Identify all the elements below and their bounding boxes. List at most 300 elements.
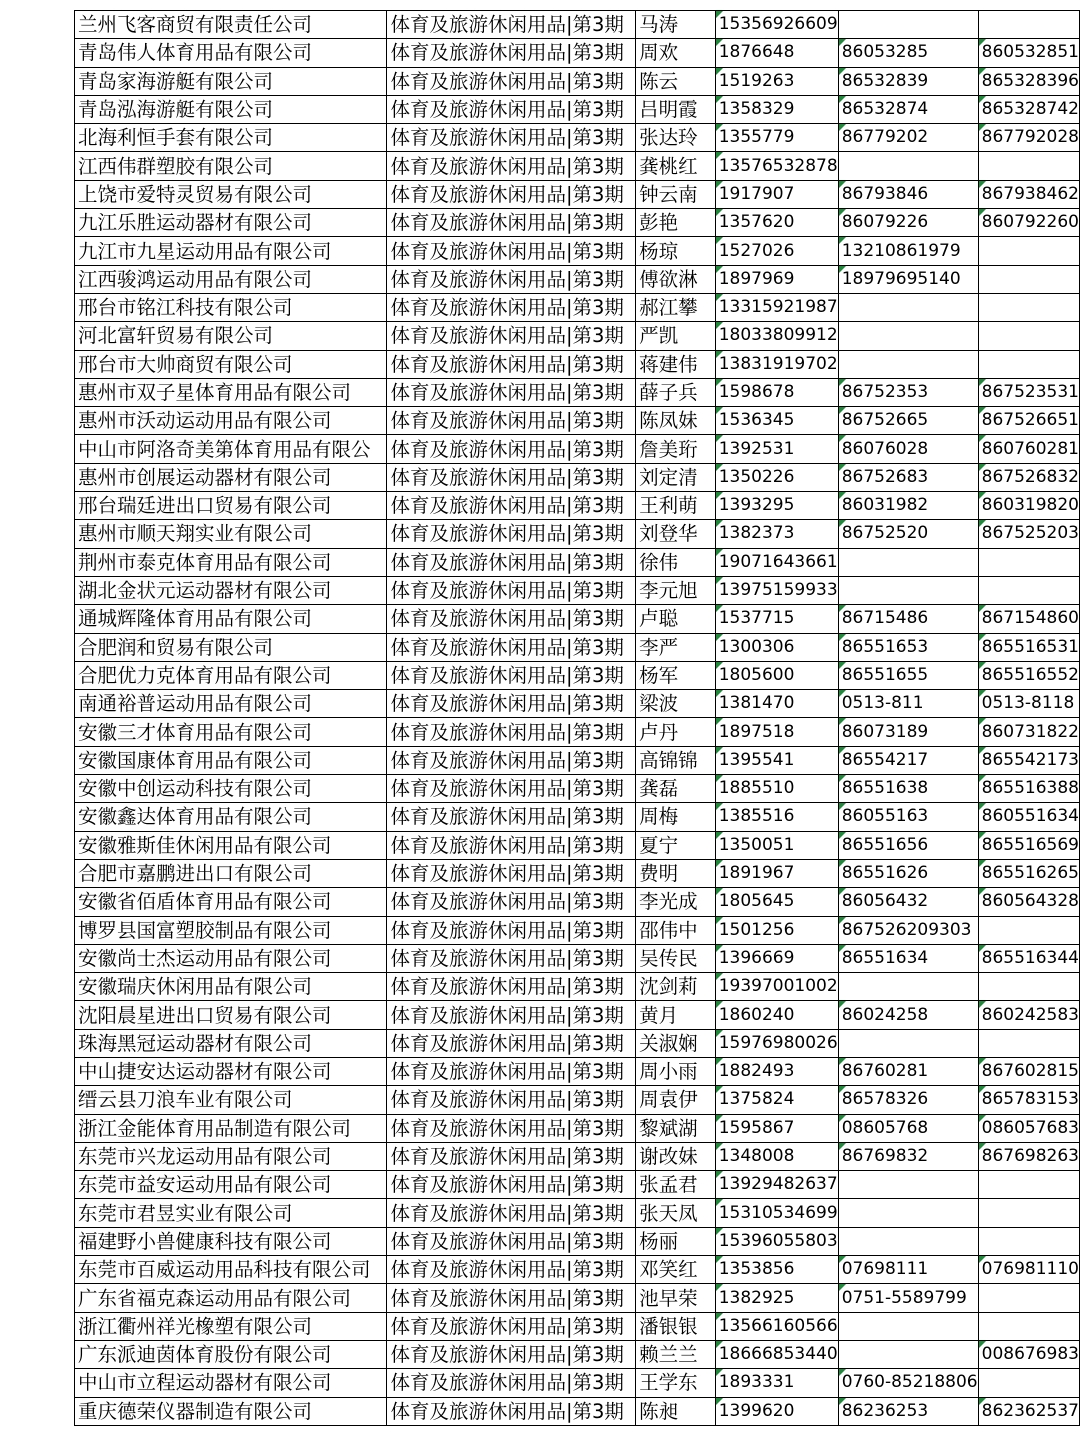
phone-cell[interactable]: 15356926609 — [715, 11, 838, 39]
contact-name-cell[interactable]: 卢聪 — [636, 605, 716, 633]
phone2-cell[interactable]: 86554217 — [838, 746, 978, 774]
phone2-cell[interactable]: 86769832 — [838, 1142, 978, 1170]
phone3-cell[interactable] — [978, 1284, 1079, 1312]
phone-cell[interactable]: 15310534699 — [715, 1199, 838, 1227]
phone2-cell[interactable] — [838, 350, 978, 378]
phone3-cell[interactable]: 860532851 — [978, 39, 1079, 67]
phone2-cell[interactable] — [838, 152, 978, 180]
phone3-cell[interactable]: 867526651 — [978, 407, 1079, 435]
phone2-cell[interactable]: 86056432 — [838, 888, 978, 916]
phone-cell[interactable]: 1381470 — [715, 690, 838, 718]
contact-name-cell[interactable]: 龚磊 — [636, 775, 716, 803]
company-cell[interactable]: 青岛泓海游艇有限公司 — [75, 95, 387, 123]
phone-cell[interactable]: 1537715 — [715, 605, 838, 633]
phone3-cell[interactable] — [978, 265, 1079, 293]
phone3-cell[interactable]: 867938462 — [978, 180, 1079, 208]
phone2-cell[interactable]: 86793846 — [838, 180, 978, 208]
phone-cell[interactable]: 1385516 — [715, 803, 838, 831]
phone-cell[interactable]: 1300306 — [715, 633, 838, 661]
phone-cell[interactable]: 1393295 — [715, 492, 838, 520]
category-cell[interactable]: 体育及旅游休闲用品|第3期 — [387, 407, 636, 435]
category-cell[interactable]: 体育及旅游休闲用品|第3期 — [387, 718, 636, 746]
phone3-cell[interactable] — [978, 1171, 1079, 1199]
category-cell[interactable]: 体育及旅游休闲用品|第3期 — [387, 1312, 636, 1340]
phone3-cell[interactable] — [978, 916, 1079, 944]
phone3-cell[interactable] — [978, 152, 1079, 180]
category-cell[interactable]: 体育及旅游休闲用品|第3期 — [387, 322, 636, 350]
phone-cell[interactable]: 1893331 — [715, 1369, 838, 1397]
phone-cell[interactable]: 1885510 — [715, 775, 838, 803]
phone2-cell[interactable]: 86079226 — [838, 209, 978, 237]
contact-name-cell[interactable]: 龚桃红 — [636, 152, 716, 180]
category-cell[interactable]: 体育及旅游休闲用品|第3期 — [387, 492, 636, 520]
company-cell[interactable]: 江西骏鸿运动用品有限公司 — [75, 265, 387, 293]
phone3-cell[interactable] — [978, 237, 1079, 265]
category-cell[interactable]: 体育及旅游休闲用品|第3期 — [387, 1142, 636, 1170]
company-cell[interactable]: 安徽尚士杰运动用品有限公司 — [75, 944, 387, 972]
phone2-cell[interactable]: 0751-5589799 — [838, 1284, 978, 1312]
category-cell[interactable]: 体育及旅游休闲用品|第3期 — [387, 1369, 636, 1397]
contact-name-cell[interactable]: 高锦锦 — [636, 746, 716, 774]
phone2-cell[interactable]: 86752353 — [838, 378, 978, 406]
phone3-cell[interactable]: 865783153 — [978, 1086, 1079, 1114]
phone2-cell[interactable]: 0513-811 — [838, 690, 978, 718]
contact-name-cell[interactable]: 刘定清 — [636, 463, 716, 491]
contact-name-cell[interactable]: 李光成 — [636, 888, 716, 916]
category-cell[interactable]: 体育及旅游休闲用品|第3期 — [387, 661, 636, 689]
phone2-cell[interactable] — [838, 1227, 978, 1255]
contact-name-cell[interactable]: 周欢 — [636, 39, 716, 67]
phone3-cell[interactable]: 865516569 — [978, 831, 1079, 859]
contact-name-cell[interactable]: 张孟君 — [636, 1171, 716, 1199]
contact-name-cell[interactable]: 李元旭 — [636, 576, 716, 604]
category-cell[interactable]: 体育及旅游休闲用品|第3期 — [387, 633, 636, 661]
phone2-cell[interactable]: 86578326 — [838, 1086, 978, 1114]
phone3-cell[interactable] — [978, 576, 1079, 604]
phone2-cell[interactable] — [838, 576, 978, 604]
category-cell[interactable]: 体育及旅游休闲用品|第3期 — [387, 520, 636, 548]
category-cell[interactable]: 体育及旅游休闲用品|第3期 — [387, 1114, 636, 1142]
contact-name-cell[interactable]: 薛子兵 — [636, 378, 716, 406]
phone3-cell[interactable]: 867523531 — [978, 378, 1079, 406]
phone-cell[interactable]: 1860240 — [715, 1001, 838, 1029]
contact-name-cell[interactable]: 陈凤妹 — [636, 407, 716, 435]
phone-cell[interactable]: 1897518 — [715, 718, 838, 746]
phone3-cell[interactable] — [978, 11, 1079, 39]
company-cell[interactable]: 兰州飞客商贸有限责任公司 — [75, 11, 387, 39]
category-cell[interactable]: 体育及旅游休闲用品|第3期 — [387, 916, 636, 944]
category-cell[interactable]: 体育及旅游休闲用品|第3期 — [387, 690, 636, 718]
contact-name-cell[interactable]: 潘银银 — [636, 1312, 716, 1340]
category-cell[interactable]: 体育及旅游休闲用品|第3期 — [387, 803, 636, 831]
phone2-cell[interactable] — [838, 11, 978, 39]
category-cell[interactable]: 体育及旅游休闲用品|第3期 — [387, 1029, 636, 1057]
phone-cell[interactable]: 1882493 — [715, 1057, 838, 1085]
phone-cell[interactable]: 1355779 — [715, 124, 838, 152]
phone2-cell[interactable]: 86752665 — [838, 407, 978, 435]
company-cell[interactable]: 博罗县国富塑胶制品有限公司 — [75, 916, 387, 944]
phone3-cell[interactable]: 865516265 — [978, 859, 1079, 887]
phone2-cell[interactable] — [838, 548, 978, 576]
company-cell[interactable]: 上饶市爱特灵贸易有限公司 — [75, 180, 387, 208]
company-cell[interactable]: 惠州市顺天翔实业有限公司 — [75, 520, 387, 548]
contact-name-cell[interactable]: 郝江攀 — [636, 293, 716, 321]
contact-name-cell[interactable]: 王学东 — [636, 1369, 716, 1397]
phone3-cell[interactable] — [978, 322, 1079, 350]
company-cell[interactable]: 青岛伟人体育用品有限公司 — [75, 39, 387, 67]
category-cell[interactable]: 体育及旅游休闲用品|第3期 — [387, 237, 636, 265]
company-cell[interactable]: 中山市立程运动器材有限公司 — [75, 1369, 387, 1397]
phone-cell[interactable]: 1917907 — [715, 180, 838, 208]
phone2-cell[interactable]: 86532839 — [838, 67, 978, 95]
phone2-cell[interactable]: 86053285 — [838, 39, 978, 67]
phone3-cell[interactable] — [978, 548, 1079, 576]
phone2-cell[interactable]: 07698111 — [838, 1256, 978, 1284]
phone2-cell[interactable] — [838, 1340, 978, 1368]
phone-cell[interactable]: 1382373 — [715, 520, 838, 548]
company-cell[interactable]: 安徽瑞庆休闲用品有限公司 — [75, 973, 387, 1001]
category-cell[interactable]: 体育及旅游休闲用品|第3期 — [387, 746, 636, 774]
contact-name-cell[interactable]: 傅欲淋 — [636, 265, 716, 293]
company-cell[interactable]: 东莞市百威运动用品科技有限公司 — [75, 1256, 387, 1284]
company-cell[interactable]: 浙江金能体育用品制造有限公司 — [75, 1114, 387, 1142]
contact-name-cell[interactable]: 梁波 — [636, 690, 716, 718]
company-cell[interactable]: 中山捷安达运动器材有限公司 — [75, 1057, 387, 1085]
contact-name-cell[interactable]: 钟云南 — [636, 180, 716, 208]
company-cell[interactable]: 惠州市创展运动器材有限公司 — [75, 463, 387, 491]
contact-name-cell[interactable]: 邵伟中 — [636, 916, 716, 944]
contact-name-cell[interactable]: 池早荣 — [636, 1284, 716, 1312]
phone-cell[interactable]: 1876648 — [715, 39, 838, 67]
phone2-cell[interactable]: 86551656 — [838, 831, 978, 859]
category-cell[interactable]: 体育及旅游休闲用品|第3期 — [387, 209, 636, 237]
contact-name-cell[interactable]: 彭艳 — [636, 209, 716, 237]
company-cell[interactable]: 合肥润和贸易有限公司 — [75, 633, 387, 661]
company-cell[interactable]: 安徽中创运动科技有限公司 — [75, 775, 387, 803]
company-cell[interactable]: 邢台市铭江科技有限公司 — [75, 293, 387, 321]
phone2-cell[interactable] — [838, 293, 978, 321]
category-cell[interactable]: 体育及旅游休闲用品|第3期 — [387, 152, 636, 180]
company-cell[interactable]: 珠海黑冠运动器材有限公司 — [75, 1029, 387, 1057]
phone3-cell[interactable] — [978, 1029, 1079, 1057]
phone-cell[interactable]: 13315921987 — [715, 293, 838, 321]
phone2-cell[interactable]: 86551655 — [838, 661, 978, 689]
contact-name-cell[interactable]: 陈云 — [636, 67, 716, 95]
phone-cell[interactable]: 1375824 — [715, 1086, 838, 1114]
category-cell[interactable]: 体育及旅游休闲用品|第3期 — [387, 944, 636, 972]
category-cell[interactable]: 体育及旅游休闲用品|第3期 — [387, 124, 636, 152]
company-cell[interactable]: 福建野小兽健康科技有限公司 — [75, 1227, 387, 1255]
phone-cell[interactable]: 13929482637 — [715, 1171, 838, 1199]
phone-cell[interactable]: 15396055803 — [715, 1227, 838, 1255]
contact-name-cell[interactable]: 杨军 — [636, 661, 716, 689]
phone2-cell[interactable]: 0760-85218806 — [838, 1369, 978, 1397]
company-cell[interactable]: 邢台市大帅商贸有限公司 — [75, 350, 387, 378]
phone-cell[interactable]: 15976980026 — [715, 1029, 838, 1057]
company-cell[interactable]: 合肥优力克体育用品有限公司 — [75, 661, 387, 689]
category-cell[interactable]: 体育及旅游休闲用品|第3期 — [387, 1199, 636, 1227]
phone3-cell[interactable]: 860242583 — [978, 1001, 1079, 1029]
phone-cell[interactable]: 18666853440 — [715, 1340, 838, 1368]
category-cell[interactable]: 体育及旅游休闲用品|第3期 — [387, 1086, 636, 1114]
phone2-cell[interactable]: 86055163 — [838, 803, 978, 831]
contact-name-cell[interactable]: 吴传民 — [636, 944, 716, 972]
phone-cell[interactable]: 1595867 — [715, 1114, 838, 1142]
phone3-cell[interactable] — [978, 1369, 1079, 1397]
phone2-cell[interactable] — [838, 322, 978, 350]
category-cell[interactable]: 体育及旅游休闲用品|第3期 — [387, 1227, 636, 1255]
phone3-cell[interactable]: 865516552 — [978, 661, 1079, 689]
phone2-cell[interactable]: 08605768 — [838, 1114, 978, 1142]
category-cell[interactable]: 体育及旅游休闲用品|第3期 — [387, 605, 636, 633]
company-cell[interactable]: 合肥市嘉鹏进出口有限公司 — [75, 859, 387, 887]
phone3-cell[interactable]: 867154860 — [978, 605, 1079, 633]
company-cell[interactable]: 九江乐胜运动器材有限公司 — [75, 209, 387, 237]
category-cell[interactable]: 体育及旅游休闲用品|第3期 — [387, 1256, 636, 1284]
phone3-cell[interactable]: 865516388 — [978, 775, 1079, 803]
phone-cell[interactable]: 1358329 — [715, 95, 838, 123]
phone-cell[interactable]: 13576532878 — [715, 152, 838, 180]
phone3-cell[interactable]: 865516344 — [978, 944, 1079, 972]
phone-cell[interactable]: 1350226 — [715, 463, 838, 491]
contact-name-cell[interactable]: 詹美珩 — [636, 435, 716, 463]
company-cell[interactable]: 沈阳晨星进出口贸易有限公司 — [75, 1001, 387, 1029]
phone2-cell[interactable]: 86024258 — [838, 1001, 978, 1029]
phone-cell[interactable]: 13831919702 — [715, 350, 838, 378]
contact-name-cell[interactable]: 张达玲 — [636, 124, 716, 152]
contact-name-cell[interactable]: 杨琼 — [636, 237, 716, 265]
company-cell[interactable]: 缙云县刀浪车业有限公司 — [75, 1086, 387, 1114]
phone-cell[interactable]: 1353856 — [715, 1256, 838, 1284]
contact-name-cell[interactable]: 卢丹 — [636, 718, 716, 746]
phone2-cell[interactable]: 86551638 — [838, 775, 978, 803]
category-cell[interactable]: 体育及旅游休闲用品|第3期 — [387, 1057, 636, 1085]
phone-cell[interactable]: 1350051 — [715, 831, 838, 859]
contact-name-cell[interactable]: 蒋建伟 — [636, 350, 716, 378]
phone2-cell[interactable] — [838, 1199, 978, 1227]
category-cell[interactable]: 体育及旅游休闲用品|第3期 — [387, 435, 636, 463]
phone-cell[interactable]: 1392531 — [715, 435, 838, 463]
phone-cell[interactable]: 18033809912 — [715, 322, 838, 350]
phone-cell[interactable]: 1527026 — [715, 237, 838, 265]
category-cell[interactable]: 体育及旅游休闲用品|第3期 — [387, 463, 636, 491]
contact-name-cell[interactable]: 谢改妹 — [636, 1142, 716, 1170]
phone-cell[interactable]: 1598678 — [715, 378, 838, 406]
phone3-cell[interactable] — [978, 350, 1079, 378]
contact-name-cell[interactable]: 黎斌湖 — [636, 1114, 716, 1142]
phone-cell[interactable]: 1399620 — [715, 1397, 838, 1425]
phone2-cell[interactable]: 86551634 — [838, 944, 978, 972]
category-cell[interactable]: 体育及旅游休闲用品|第3期 — [387, 67, 636, 95]
phone3-cell[interactable] — [978, 973, 1079, 1001]
category-cell[interactable]: 体育及旅游休闲用品|第3期 — [387, 265, 636, 293]
phone3-cell[interactable]: 865328396 — [978, 67, 1079, 95]
phone2-cell[interactable]: 86031982 — [838, 492, 978, 520]
phone3-cell[interactable] — [978, 1227, 1079, 1255]
phone2-cell[interactable] — [838, 1312, 978, 1340]
company-cell[interactable]: 安徽雅斯佳休闲用品有限公司 — [75, 831, 387, 859]
phone-cell[interactable]: 1395541 — [715, 746, 838, 774]
company-cell[interactable]: 惠州市沃动运动用品有限公司 — [75, 407, 387, 435]
phone3-cell[interactable]: 862362537 — [978, 1397, 1079, 1425]
phone-cell[interactable]: 19071643661 — [715, 548, 838, 576]
category-cell[interactable]: 体育及旅游休闲用品|第3期 — [387, 973, 636, 1001]
phone2-cell[interactable]: 86073189 — [838, 718, 978, 746]
category-cell[interactable]: 体育及旅游休闲用品|第3期 — [387, 180, 636, 208]
company-cell[interactable]: 安徽省佰盾体育用品有限公司 — [75, 888, 387, 916]
phone-cell[interactable]: 1891967 — [715, 859, 838, 887]
company-cell[interactable]: 荆州市泰克体育用品有限公司 — [75, 548, 387, 576]
contact-name-cell[interactable]: 严凯 — [636, 322, 716, 350]
company-cell[interactable]: 东莞市兴龙运动用品有限公司 — [75, 1142, 387, 1170]
company-cell[interactable]: 广东派迪茵体育股份有限公司 — [75, 1340, 387, 1368]
contact-name-cell[interactable]: 周小雨 — [636, 1057, 716, 1085]
category-cell[interactable]: 体育及旅游休闲用品|第3期 — [387, 1397, 636, 1425]
company-cell[interactable]: 安徽三才体育用品有限公司 — [75, 718, 387, 746]
contact-name-cell[interactable]: 王利萌 — [636, 492, 716, 520]
category-cell[interactable]: 体育及旅游休闲用品|第3期 — [387, 1340, 636, 1368]
category-cell[interactable]: 体育及旅游休闲用品|第3期 — [387, 1171, 636, 1199]
category-cell[interactable]: 体育及旅游休闲用品|第3期 — [387, 859, 636, 887]
category-cell[interactable]: 体育及旅游休闲用品|第3期 — [387, 576, 636, 604]
phone3-cell[interactable]: 086057683 — [978, 1114, 1079, 1142]
phone3-cell[interactable]: 867525203 — [978, 520, 1079, 548]
category-cell[interactable]: 体育及旅游休闲用品|第3期 — [387, 548, 636, 576]
company-cell[interactable]: 河北富轩贸易有限公司 — [75, 322, 387, 350]
phone3-cell[interactable]: 867602815 — [978, 1057, 1079, 1085]
phone-cell[interactable]: 19397001002 — [715, 973, 838, 1001]
contact-name-cell[interactable]: 张天凤 — [636, 1199, 716, 1227]
company-cell[interactable]: 青岛家海游艇有限公司 — [75, 67, 387, 95]
category-cell[interactable]: 体育及旅游休闲用品|第3期 — [387, 775, 636, 803]
contact-name-cell[interactable]: 李严 — [636, 633, 716, 661]
phone-cell[interactable]: 1536345 — [715, 407, 838, 435]
category-cell[interactable]: 体育及旅游休闲用品|第3期 — [387, 39, 636, 67]
contact-name-cell[interactable]: 徐伟 — [636, 548, 716, 576]
phone3-cell[interactable]: 860731822 — [978, 718, 1079, 746]
phone-cell[interactable]: 1396669 — [715, 944, 838, 972]
company-cell[interactable]: 通城辉隆体育用品有限公司 — [75, 605, 387, 633]
company-cell[interactable]: 浙江衢州祥光橡塑有限公司 — [75, 1312, 387, 1340]
phone2-cell[interactable]: 86760281 — [838, 1057, 978, 1085]
company-cell[interactable]: 南通裕普运动用品有限公司 — [75, 690, 387, 718]
category-cell[interactable]: 体育及旅游休闲用品|第3期 — [387, 293, 636, 321]
contact-name-cell[interactable]: 关淑娴 — [636, 1029, 716, 1057]
phone-cell[interactable]: 1501256 — [715, 916, 838, 944]
phone3-cell[interactable]: 860760281 — [978, 435, 1079, 463]
phone3-cell[interactable] — [978, 293, 1079, 321]
company-cell[interactable]: 安徽国康体育用品有限公司 — [75, 746, 387, 774]
company-cell[interactable]: 湖北金状元运动器材有限公司 — [75, 576, 387, 604]
category-cell[interactable]: 体育及旅游休闲用品|第3期 — [387, 11, 636, 39]
company-cell[interactable]: 安徽鑫达体育用品有限公司 — [75, 803, 387, 831]
phone3-cell[interactable] — [978, 1312, 1079, 1340]
contact-name-cell[interactable]: 费明 — [636, 859, 716, 887]
phone2-cell[interactable]: 86551626 — [838, 859, 978, 887]
category-cell[interactable]: 体育及旅游休闲用品|第3期 — [387, 888, 636, 916]
phone2-cell[interactable]: 86532874 — [838, 95, 978, 123]
phone3-cell[interactable]: 860792260 — [978, 209, 1079, 237]
phone2-cell[interactable]: 86076028 — [838, 435, 978, 463]
phone-cell[interactable]: 1805600 — [715, 661, 838, 689]
company-cell[interactable]: 重庆德荣仪器制造有限公司 — [75, 1397, 387, 1425]
contact-name-cell[interactable]: 周梅 — [636, 803, 716, 831]
company-cell[interactable]: 江西伟群塑胶有限公司 — [75, 152, 387, 180]
company-cell[interactable]: 广东省福克森运动用品有限公司 — [75, 1284, 387, 1312]
company-cell[interactable]: 惠州市双子星体育用品有限公司 — [75, 378, 387, 406]
phone2-cell[interactable]: 13210861979 — [838, 237, 978, 265]
contact-name-cell[interactable]: 赖兰兰 — [636, 1340, 716, 1368]
phone2-cell[interactable] — [838, 1029, 978, 1057]
phone2-cell[interactable]: 18979695140 — [838, 265, 978, 293]
phone3-cell[interactable]: 860564328 — [978, 888, 1079, 916]
phone-cell[interactable]: 1897969 — [715, 265, 838, 293]
category-cell[interactable]: 体育及旅游休闲用品|第3期 — [387, 831, 636, 859]
company-cell[interactable]: 中山市阿洛奇美第体育用品有限公 — [75, 435, 387, 463]
contact-name-cell[interactable]: 刘登华 — [636, 520, 716, 548]
company-cell[interactable]: 邢台瑞廷进出口贸易有限公司 — [75, 492, 387, 520]
company-cell[interactable]: 北海利恒手套有限公司 — [75, 124, 387, 152]
phone3-cell[interactable]: 865542173 — [978, 746, 1079, 774]
phone-cell[interactable]: 1519263 — [715, 67, 838, 95]
contact-name-cell[interactable]: 夏宁 — [636, 831, 716, 859]
company-cell[interactable]: 东莞市益安运动用品有限公司 — [75, 1171, 387, 1199]
phone-cell[interactable]: 1805645 — [715, 888, 838, 916]
phone-cell[interactable]: 13975159933 — [715, 576, 838, 604]
phone3-cell[interactable]: 860551634 — [978, 803, 1079, 831]
contact-name-cell[interactable]: 马涛 — [636, 11, 716, 39]
phone3-cell[interactable]: 865516531 — [978, 633, 1079, 661]
phone2-cell[interactable]: 86236253 — [838, 1397, 978, 1425]
contact-name-cell[interactable]: 沈剑莉 — [636, 973, 716, 1001]
phone3-cell[interactable]: 860319820 — [978, 492, 1079, 520]
phone2-cell[interactable] — [838, 1171, 978, 1199]
contact-name-cell[interactable]: 黄月 — [636, 1001, 716, 1029]
phone2-cell[interactable]: 86551653 — [838, 633, 978, 661]
phone-cell[interactable]: 1348008 — [715, 1142, 838, 1170]
phone3-cell[interactable] — [978, 1199, 1079, 1227]
phone3-cell[interactable]: 867698263 — [978, 1142, 1079, 1170]
category-cell[interactable]: 体育及旅游休闲用品|第3期 — [387, 95, 636, 123]
category-cell[interactable]: 体育及旅游休闲用品|第3期 — [387, 350, 636, 378]
contact-name-cell[interactable]: 吕明霞 — [636, 95, 716, 123]
phone3-cell[interactable]: 076981110 — [978, 1256, 1079, 1284]
phone3-cell[interactable]: 865328742 — [978, 95, 1079, 123]
phone2-cell[interactable]: 86779202 — [838, 124, 978, 152]
phone3-cell[interactable]: 008676983 — [978, 1340, 1079, 1368]
phone-cell[interactable]: 13566160566 — [715, 1312, 838, 1340]
company-cell[interactable]: 九江市九星运动用品有限公司 — [75, 237, 387, 265]
phone-cell[interactable]: 1357620 — [715, 209, 838, 237]
phone2-cell[interactable]: 86752683 — [838, 463, 978, 491]
phone2-cell[interactable]: 86752520 — [838, 520, 978, 548]
phone2-cell[interactable] — [838, 973, 978, 1001]
contact-name-cell[interactable]: 周袁伊 — [636, 1086, 716, 1114]
contact-name-cell[interactable]: 邓笑红 — [636, 1256, 716, 1284]
phone3-cell[interactable]: 867526832 — [978, 463, 1079, 491]
phone-cell[interactable]: 1382925 — [715, 1284, 838, 1312]
phone2-cell[interactable]: 86715486 — [838, 605, 978, 633]
category-cell[interactable]: 体育及旅游休闲用品|第3期 — [387, 1001, 636, 1029]
phone3-cell[interactable]: 0513-8118 — [978, 690, 1079, 718]
phone3-cell[interactable]: 867792028 — [978, 124, 1079, 152]
category-cell[interactable]: 体育及旅游休闲用品|第3期 — [387, 1284, 636, 1312]
company-cell[interactable]: 东莞市君昱实业有限公司 — [75, 1199, 387, 1227]
contact-name-cell[interactable]: 陈昶 — [636, 1397, 716, 1425]
category-cell[interactable]: 体育及旅游休闲用品|第3期 — [387, 378, 636, 406]
contact-name-cell[interactable]: 杨丽 — [636, 1227, 716, 1255]
phone2-cell[interactable]: 867526209303 — [838, 916, 978, 944]
